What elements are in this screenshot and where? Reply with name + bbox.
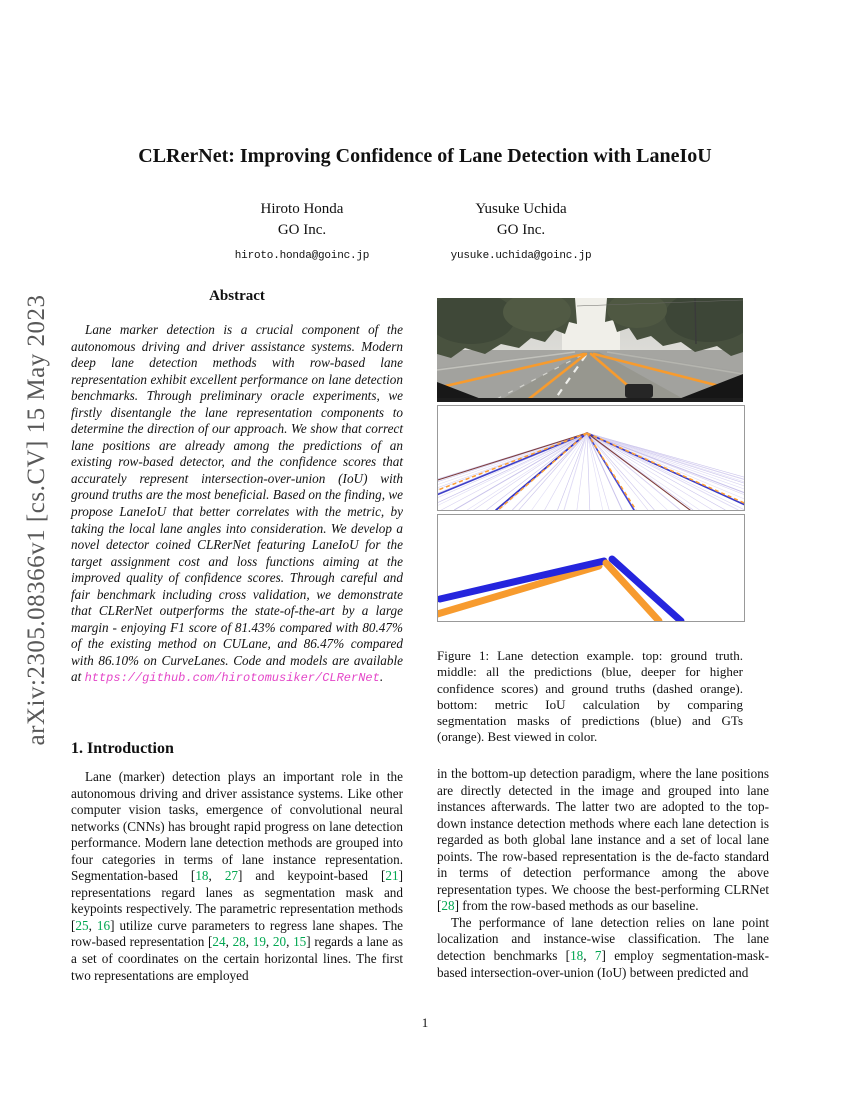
figure1-middle-predictions-image	[437, 405, 745, 511]
figure1-bottom-iou-mask-image	[437, 514, 745, 622]
author-name: Hiroto Honda	[260, 201, 344, 217]
introduction-paragraph-1	[71, 769, 403, 984]
author-block-1	[192, 199, 412, 267]
figure-1	[437, 298, 745, 625]
author-block-2	[411, 199, 631, 267]
author-email: hiroto.honda@goinc.jp	[234, 250, 370, 262]
text-run: .	[379, 669, 384, 685]
paper-title: CLRerNet: Improving Confidence of Lane Detection with LaneIoU	[138, 145, 712, 167]
text-run: ] employ segmentation-mask-based intersection-over-union (IoU) between predicted and	[437, 948, 769, 980]
citation-ref[interactable]: 28	[232, 934, 246, 950]
figure1-top-ground-truth-image	[437, 298, 743, 402]
text-run: Lane marker detection is a crucial component of the autonomous driving and driver assistance systems. Modern deep lane detection methods with row-based lane representation exhibit excellent performance on lane detection benchmarks. Through preliminary oracle experiments, we firstly disentangle the lane representation components to determine the direction of our approach. We show that correct lane positions are already among the predictions of an existing row-based detector, and the confidence scores that accurately represent intersection-over-union (IoU) with ground truths are the most beneficial. Based on the finding, we propose LaneIoU that better correlates with the metric, by taking the local lane angles into consideration. We develop a novel detector coined CLRerNet featuring LaneIoU for the target assignment cost and loss functions aiming at the improved quality of confidence scores. Through careful and fair benchmark including cross validation, we demonstrate that CLRerNet outperforms the state-of-the-art by a large margin - enjoying F1 score of 81.43% compared with 80.47% of the existing method on CULane, and 86.47% compared with 86.10% on CurveLanes. Code and models are available at	[71, 322, 403, 685]
introduction-paragraph-3	[437, 915, 769, 981]
text-run: The performance of lane detection relies on lane point localization and instance-wise classification. The lane detection benchmarks [	[437, 914, 769, 964]
citation-ref[interactable]: 15	[293, 934, 307, 950]
text-run: ,	[286, 934, 294, 950]
citation-ref[interactable]: 18	[570, 948, 584, 964]
abstract-heading: Abstract	[209, 288, 265, 304]
introduction-paragraph-2	[437, 766, 769, 915]
text-run: ,	[245, 934, 253, 950]
citation-ref[interactable]: 21	[385, 868, 399, 884]
utility-pole	[695, 298, 696, 344]
citation-ref[interactable]: 27	[224, 868, 238, 884]
citation-ref[interactable]: 18	[195, 868, 209, 884]
citation-ref[interactable]: 20	[272, 934, 287, 950]
citation-ref[interactable]: 24	[212, 934, 226, 950]
text-run: ] from the row-based methods as our baseline.	[454, 898, 699, 914]
author-affiliation: GO Inc.	[496, 222, 546, 238]
citation-ref[interactable]: 25	[75, 917, 89, 933]
text-run: Lane (marker) detection plays an important role in the autonomous driving and driver assistance systems. Like other computer vision tasks, emergence of convolutional neural networks (CNNs) has brought rapid progress on lane detection performance. Modern lane detection methods are grouped into four categories in terms of lane instance representation. Segmentation-based [	[71, 769, 403, 884]
text-run: ,	[225, 934, 233, 950]
text-run: ] and keypoint-based [	[238, 868, 386, 884]
citation-ref[interactable]: 7	[594, 948, 602, 964]
white-background	[438, 406, 744, 510]
citation-ref[interactable]: 16	[96, 917, 111, 933]
figure1-caption: Figure 1: Lane detection example. top: ground truth. middle: all the predictions (blue, deeper for higher confidence scores) and ground truths (dashed orange). bottom: metric IoU calculation by comparing segmentation masks of predictions (blue) and GTs (orange). Best viewed in color.	[437, 648, 743, 745]
author-name: Yusuke Uchida	[475, 201, 567, 217]
page-number: 1	[421, 1015, 429, 1030]
author-email: yusuke.uchida@goinc.jp	[450, 250, 592, 262]
text-run: ] regards a lane as a set of coordinates on the certain horizontal lines. The first two representations are employed	[71, 934, 404, 983]
text-run: ,	[208, 868, 225, 884]
section-heading-introduction: 1. Introduction	[71, 740, 174, 757]
external-link[interactable]: https://github.com/hirotomusiker/CLRerNet	[84, 671, 380, 686]
text-run: ,	[88, 917, 97, 933]
citation-ref[interactable]: 19	[252, 934, 266, 950]
abstract-text	[71, 322, 403, 687]
text-run: ] representations regard lanes as segmentation mask and keypoints respectively. The parametric representation methods [	[71, 868, 403, 933]
right-column-text	[437, 766, 769, 981]
text-run: ,	[265, 934, 273, 950]
text-run: in the bottom-up detection paradigm, where the lane positions are directly detected in the image and grouped into lane instances afterwards. The latter two are adopted to the top-down instance detection methods where each lane detection is regarded as both global lane instance and a set of local lane points. The row-based representation is the de-facto standard in terms of detection performance among the above representation types. We choose the best-performing CLRNet [	[437, 766, 769, 914]
author-affiliation: GO Inc.	[277, 222, 327, 238]
citation-ref[interactable]: 28	[441, 898, 455, 914]
text-run: ,	[583, 948, 595, 964]
text-run: ] utilize curve parameters to regress lane shapes. The row-based representation [	[71, 917, 404, 950]
arxiv-watermark: arXiv:2305.08366v1 [cs.CV] 15 May 2023	[23, 294, 50, 746]
